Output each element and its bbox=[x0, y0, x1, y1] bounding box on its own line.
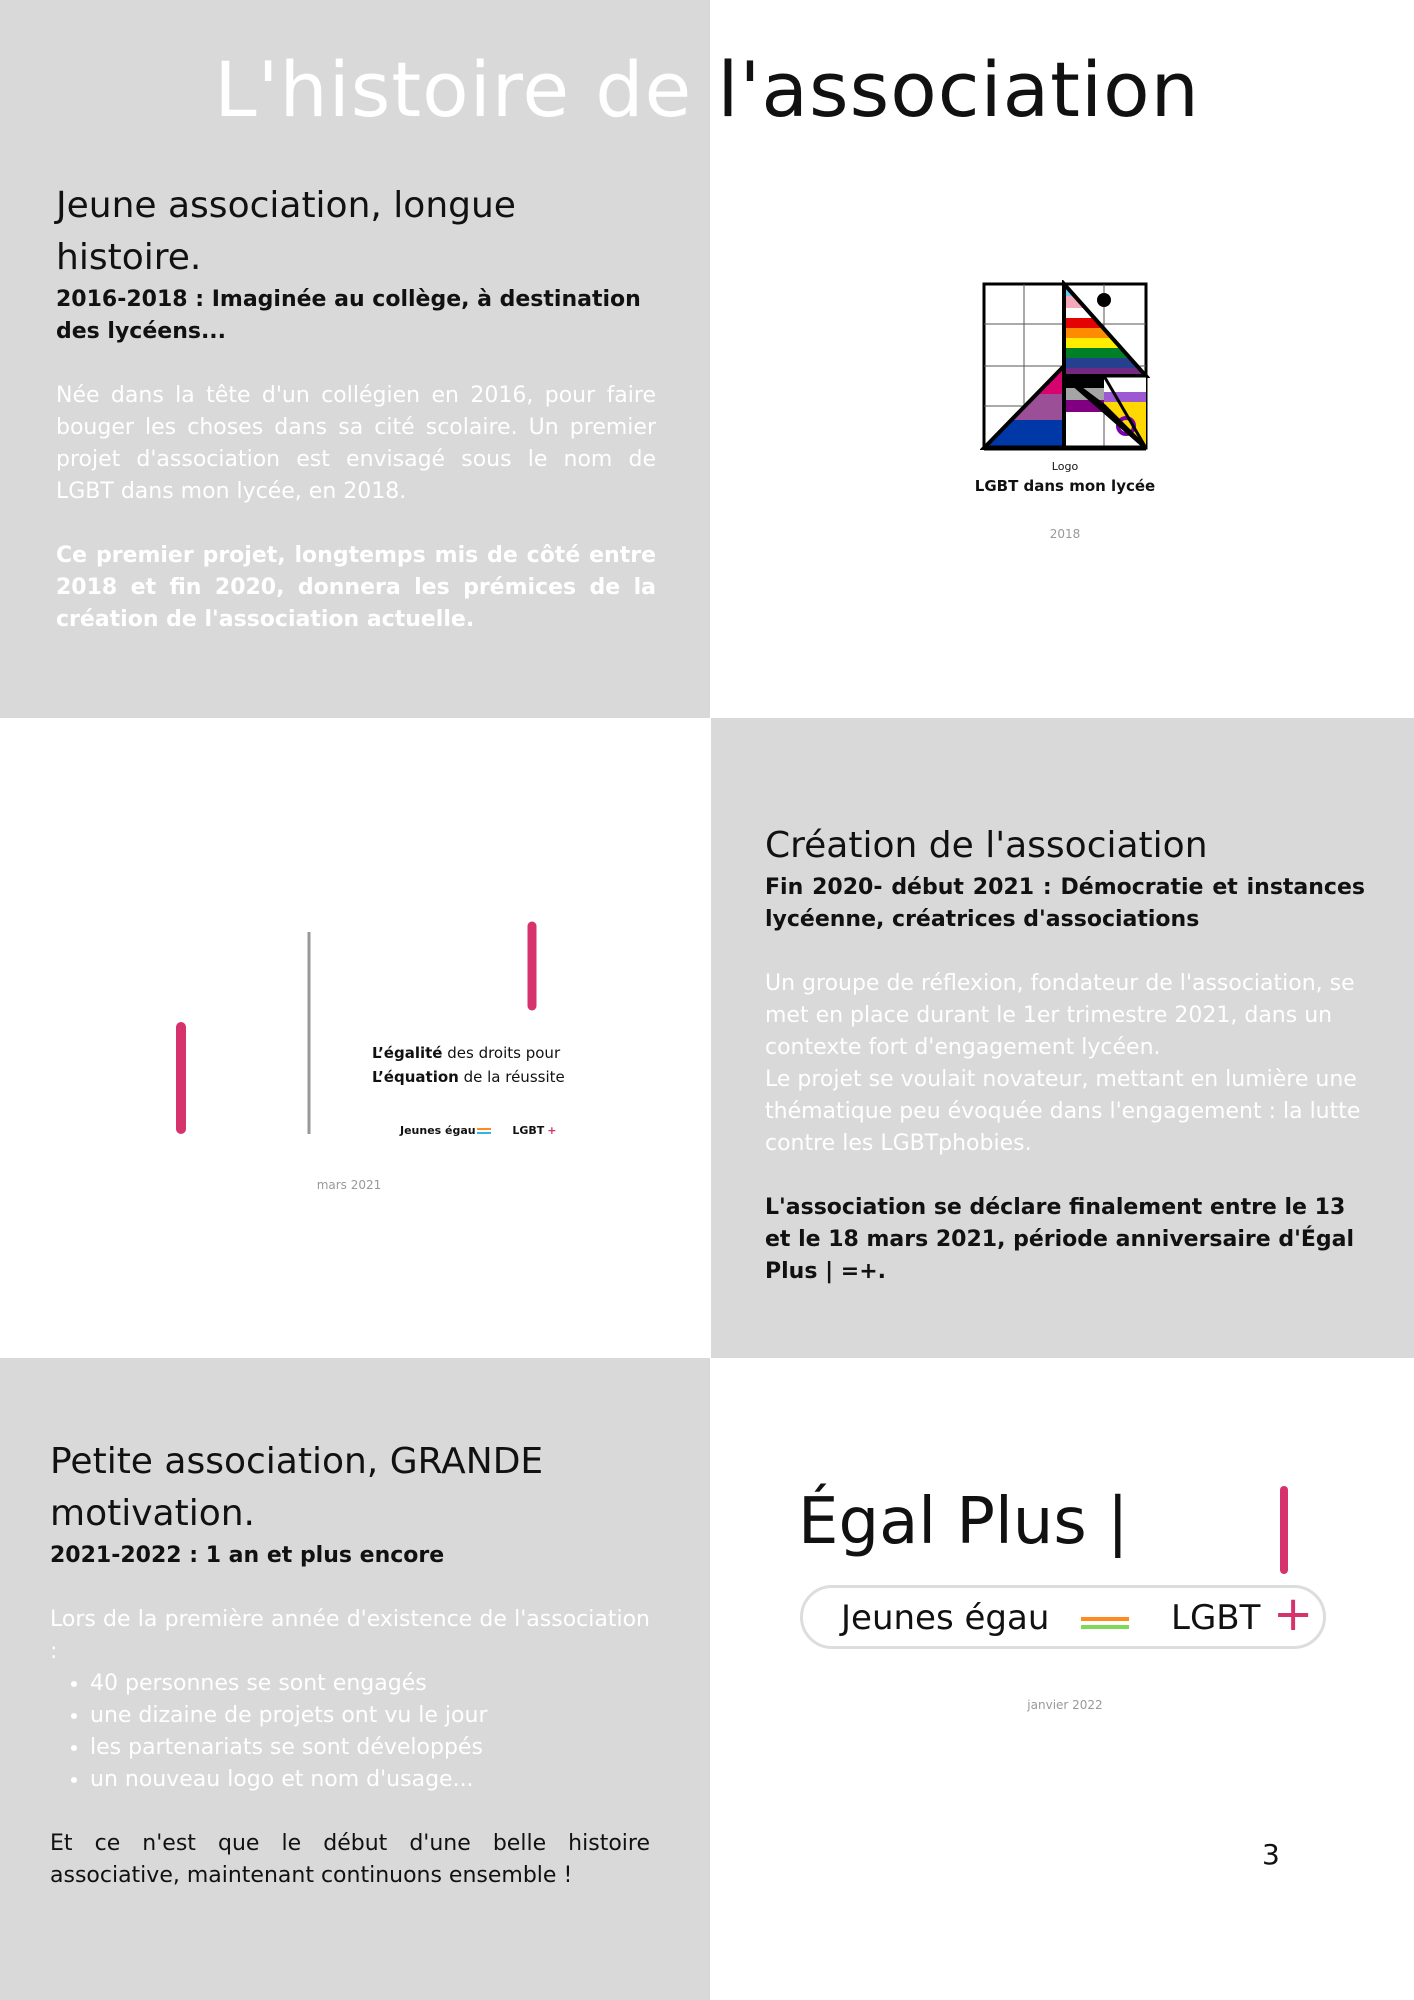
egal-plus-logo-2021 bbox=[120, 910, 590, 1140]
section3-subheading: 2021-2022 : 1 an et plus encore bbox=[50, 1543, 445, 1568]
section3-intro: Lors de la première année d'existence de l'association : bbox=[50, 1607, 650, 1664]
section1-subheading: 2016-2018 : Imaginée au collège, à destination des lycéens... bbox=[56, 287, 641, 344]
equal-plus-mark-icon bbox=[120, 910, 590, 1140]
egalite-word: L’égalité bbox=[372, 1044, 443, 1062]
section2-para3: L'association se déclare finalement entre le 13 et le 18 mars 2021, période anniversaire d'Égal Plus | =+. bbox=[765, 1195, 1354, 1284]
equation-word: L’équation bbox=[372, 1068, 459, 1086]
section3-bullet-list bbox=[50, 1668, 650, 1796]
section2-para2: Le projet se voulait novateur, mettant en lumière une thématique peu évoquée dans l'engagement : la lutte contre les LGBTphobies. bbox=[765, 1067, 1361, 1156]
egalite-tagline-line1 bbox=[372, 1044, 560, 1062]
section1-para1: Née dans la tête d'un collégien en 2016, pour faire bouger les choses dans sa cité scolaire. Un premier projet d'association est envisagé sous le nom de LGBT dans mon lycée, en 2018. bbox=[56, 383, 656, 504]
equal-plus-mark-icon bbox=[1148, 1480, 1328, 1580]
small-rainbow-equal-icon bbox=[477, 1128, 491, 1134]
list-item: • 40 personnes se sont engagés bbox=[90, 1668, 650, 1700]
tangram-logo-icon bbox=[980, 280, 1150, 452]
section2-para1: Un groupe de réflexion, fondateur de l'association, se met en place durant le 1er trimestre 2021, dans un contexte fort d'engagement lycéen. bbox=[765, 971, 1355, 1060]
egal-plus-logo-2022 bbox=[798, 1480, 1338, 1580]
section1-para2: Ce premier projet, longtemps mis de côté entre 2018 et fin 2020, donnera les prémices de la création de l'association actuelle. bbox=[56, 543, 656, 632]
small-brand-left: Jeunes égau bbox=[400, 1124, 476, 1137]
section2-heading: Création de l'association bbox=[765, 825, 1208, 866]
section3-text bbox=[50, 1436, 650, 1892]
equation-tagline-line2 bbox=[372, 1068, 565, 1086]
small-brand-right: LGBT bbox=[512, 1124, 545, 1137]
lgbt-lycee-caption-name: LGBT dans mon lycée bbox=[974, 477, 1156, 495]
egal-plus-2022-date: janvier 2022 bbox=[1027, 1698, 1103, 1712]
lgbt-lycee-date: 2018 bbox=[1049, 527, 1081, 541]
list-item: • un nouveau logo et nom d'usage... bbox=[90, 1764, 650, 1796]
section3-closing: Et ce n'est que le début d'une belle histoire associative, maintenant continuons ensemble ! bbox=[50, 1831, 650, 1888]
brand-pill-right: LGBT bbox=[1171, 1598, 1261, 1638]
egal-plus-title: Égal Plus | bbox=[798, 1485, 1129, 1559]
egalite-rest: des droits pour bbox=[442, 1044, 561, 1062]
small-plus-icon: + bbox=[547, 1124, 557, 1137]
section2-subheading: Fin 2020- début 2021 : Démocratie et instances lycéenne, créatrices d'associations bbox=[765, 875, 1365, 932]
page-title-part2: l'association bbox=[717, 45, 1200, 134]
egal-plus-2021-date: mars 2021 bbox=[316, 1178, 382, 1192]
equation-rest: de la réussite bbox=[458, 1068, 565, 1086]
lgbt-lycee-caption-small: Logo bbox=[1051, 460, 1079, 473]
list-item: • une dizaine de projets ont vu le jour bbox=[90, 1700, 650, 1732]
page-number: 3 bbox=[1262, 1838, 1280, 1871]
brand-pill-left: Jeunes égau bbox=[841, 1598, 1050, 1638]
small-brand-line bbox=[400, 1124, 557, 1137]
pill-rainbow-equal-icon bbox=[1081, 1615, 1129, 1631]
lgbt-lycee-logo bbox=[980, 280, 1150, 452]
section1-text bbox=[56, 180, 656, 636]
page-title bbox=[0, 45, 1414, 134]
pill-plus-icon: + bbox=[1273, 1586, 1314, 1642]
page-title-part1: L'histoire de bbox=[214, 45, 718, 134]
section2-text bbox=[765, 820, 1365, 1288]
brand-pill bbox=[800, 1585, 1326, 1649]
section1-heading: Jeune association, longue histoire. bbox=[56, 185, 516, 278]
list-item: • les partenariats se sont développés bbox=[90, 1732, 650, 1764]
section3-heading: Petite association, GRANDE motivation. bbox=[50, 1441, 544, 1534]
